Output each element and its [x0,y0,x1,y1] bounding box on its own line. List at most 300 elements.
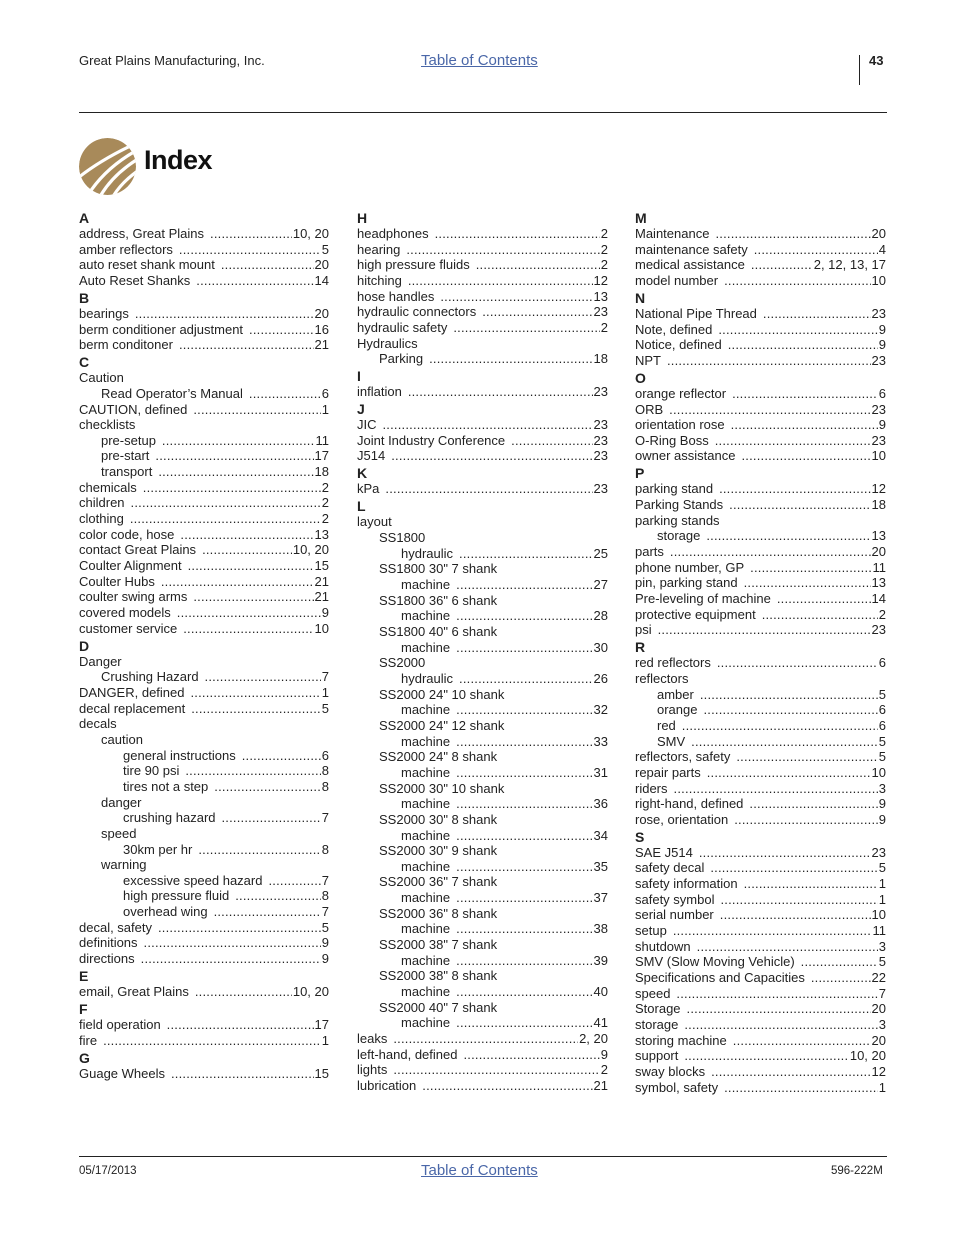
index-entry [357,336,608,352]
dot-leader [682,718,878,734]
index-entry-page: 23 [593,304,608,320]
index-entry-page: 18 [314,464,329,480]
index-letter-heading: M [635,210,647,226]
index-entry [357,765,608,781]
index-entry [79,748,329,764]
index-entry [357,514,608,530]
index-entry-label: Maintenance [635,226,710,241]
index-entry-page: 9 [878,321,886,337]
index-entry-label: berm conditioner adjustment [79,321,244,337]
index-entry-page: 23 [593,384,608,400]
index-entry [635,1017,886,1033]
index-entry [357,702,608,718]
dot-leader [214,779,320,795]
dot-leader [456,953,592,969]
index-entry-page: 40 [593,984,608,1000]
index-entry [357,304,608,320]
dot-leader [733,1033,871,1049]
dot-leader [158,920,321,936]
index-entry-label: pin, parking stand [635,575,738,591]
index-entry-label: checklists [79,417,136,433]
index-entry-page: 23 [871,352,886,368]
index-entry [357,1078,608,1094]
dot-leader [763,306,871,322]
index-entry [79,337,329,353]
index-entry [635,1080,886,1096]
index-entry-page: 16 [314,321,329,337]
index-entry-page: 5 [321,700,329,716]
index-entry-page: 11 [315,432,329,448]
index-entry-label: machine [401,764,451,780]
footer-doc-number: 596-222M [831,1165,883,1177]
index-entry-page: 14 [314,272,329,288]
index-entry [635,513,886,529]
index-entry-label: machine [401,639,451,655]
dot-leader [711,1064,870,1080]
index-entry-page: 10 [871,764,886,780]
index-entry-page: 23 [593,417,608,433]
dot-leader [193,402,320,418]
index-entry [79,402,329,418]
index-entry-label: color code, hose [79,526,175,542]
dot-leader [235,888,321,904]
index-entry-label: SS2000 24" 10 shank [379,686,505,702]
index-entry-label: Danger [79,653,122,669]
dot-leader [751,257,813,273]
index-entry [635,257,886,273]
index-entry-page: 35 [593,858,608,874]
dot-leader [456,921,592,937]
index-entry [635,1048,886,1064]
index-entry [357,433,608,449]
dot-leader [162,433,315,449]
index-entry-page: 13 [871,528,886,544]
index-letter-heading: K [357,465,368,482]
index-entry-page: 41 [593,1015,608,1031]
index-entry [79,621,329,637]
index-entry-label: machine [401,890,451,906]
index-letter-heading: G [79,1049,90,1066]
index-entry [357,417,608,433]
index-entry-page: 20 [871,1032,886,1048]
dot-leader [167,1017,314,1033]
index-entry-page: 1 [878,891,886,907]
index-entry-label: O-Ring Boss [635,432,709,448]
dot-leader [193,589,313,605]
index-entry-page: 7 [321,669,329,685]
index-entry [79,826,329,842]
index-entry [79,542,329,558]
index-entry-label: transport [101,464,153,480]
index-letter-heading: D [79,637,90,654]
dot-leader [669,402,870,418]
dot-leader [180,527,313,543]
index-entry [635,687,886,703]
dot-leader [667,353,871,369]
index-entry-page: 21 [593,1078,608,1093]
index-entry-label: warning [101,857,147,873]
index-entry [79,464,329,480]
dot-leader [393,1031,578,1047]
index-letter-heading: S [635,828,645,845]
index-entry-label: high pressure fluids [357,257,470,273]
dot-leader [456,577,592,593]
index-column-3 [635,211,886,1095]
dot-leader [188,558,314,574]
index-entry-label: SMV [657,733,686,749]
dot-leader [103,1033,321,1049]
index-entry [357,273,608,289]
dot-leader [191,701,321,717]
index-entry-label: amber [657,686,694,702]
header-rule [79,112,887,113]
index-entry [79,257,329,273]
index-letter-heading: E [79,968,89,985]
index-entry [357,890,608,906]
index-letter-heading: C [79,354,90,371]
dot-leader [476,257,600,273]
index-entry-label: right-hand, defined [635,796,744,812]
index-entry-page: 11 [872,559,886,575]
index-entry-label: SMV (Slow Moving Vehicle) [635,954,795,970]
index-entry [357,812,608,828]
index-entry-label: safety decal [635,860,705,876]
dot-leader [196,273,313,289]
index-entry [635,1064,886,1080]
index-entry-page: 1 [321,401,329,417]
index-entry [79,306,329,322]
index-entry [357,843,608,859]
toc-link-footer[interactable]: Table of Contents [421,1162,538,1179]
index-entry [357,718,608,734]
dot-leader [719,481,870,497]
dot-leader [456,828,592,844]
index-entry-page: 34 [593,827,608,843]
index-entry [635,749,886,765]
index-entry-label: SS2000 36" 7 shank [379,874,498,890]
index-entry [357,734,608,750]
index-entry-page: 37 [593,890,608,906]
index-entry-label: SS2000 24" 12 shank [379,717,505,733]
index-entry-label: customer service [79,620,178,636]
index-entry [635,876,886,892]
index-entry-label: SS1800 36" 6 shank [379,592,498,608]
dot-leader [744,575,871,591]
dot-leader [463,1047,599,1063]
index-entry-page: 7 [878,985,886,1001]
index-entry [79,527,329,543]
index-entry [357,530,608,546]
index-entry [357,968,608,984]
dot-leader [202,542,292,558]
index-entry-label: machine [401,796,451,812]
index-entry [79,716,329,732]
index-entry-label: SS2000 38" 8 shank [379,968,498,984]
index-entry-label: left-hand, defined [357,1046,458,1062]
index-entry-page: 3 [878,1017,886,1033]
index-entry [79,810,329,826]
dot-leader [728,337,878,353]
index-entry [635,796,886,812]
dot-leader [687,1001,871,1017]
footer-date: 05/17/2013 [79,1165,137,1177]
index-entry [79,370,329,386]
index-entry [635,907,886,923]
dot-leader [741,448,870,464]
index-entry-page: 25 [593,545,608,561]
index-entry [357,577,608,593]
index-entry-page: 6 [321,747,329,763]
index-entry [635,242,886,258]
index-entry [357,828,608,844]
index-entry-label: Pre-leveling of machine [635,591,771,607]
index-entry-label: excessive speed hazard [123,872,263,888]
index-entry [357,749,608,765]
index-entry-page: 2 [321,495,329,511]
index-entry-label: Guage Wheels [79,1065,165,1081]
index-entry-page: 7 [321,904,329,920]
index-entry [635,386,886,402]
index-entry [79,495,329,511]
index-entry-label: orange reflector [635,385,727,401]
index-entry-label: riders [635,780,668,796]
dot-leader [131,495,321,511]
index-entry-page: 5 [321,241,329,257]
index-entry [635,1001,886,1017]
index-entry-page: 18 [871,497,886,513]
index-entry [357,593,608,609]
index-entry-page: 20 [871,226,886,241]
dot-leader [762,607,878,623]
dot-leader [700,687,878,703]
index-entry-label: Crushing Hazard [101,669,199,685]
index-entry [357,226,608,242]
index-letter-heading: B [79,289,90,306]
index-entry [357,984,608,1000]
index-entry [79,920,329,936]
index-entry-page: 7 [321,872,329,888]
dot-leader [720,907,871,923]
index-letter-heading: N [635,289,646,306]
index-entry-page: 6 [878,702,886,718]
index-entry-page: 28 [593,608,608,624]
index-entry-page: 8 [321,841,329,857]
index-entry-label: National Pipe Thread [635,305,757,321]
index-entry-label: orange [657,702,698,718]
dot-leader [732,386,878,402]
index-entry-label: SS2000 30" 10 shank [379,780,505,796]
index-entry-page: 1 [878,1079,886,1095]
dot-leader [456,734,592,750]
index-entry [79,558,329,574]
index-entry-label: storage [657,528,701,544]
company-name: Great Plains Manufacturing, Inc. [79,53,265,68]
index-entry-page: 9 [878,796,886,812]
index-entry-label: machine [401,577,451,592]
index-letter-heading: F [79,1001,88,1018]
index-entry-label: hydraulic safety [357,319,448,335]
index-entry-label: coulter swing arms [79,589,188,605]
index-entry-label: NPT [635,352,661,368]
dot-leader [185,763,320,779]
index-entry [635,591,886,607]
index-entry [79,654,329,670]
index-entry-label: machine [401,984,451,1000]
index-entry [635,481,886,497]
index-entry [357,687,608,703]
index-entry-label: speed [101,825,137,841]
dot-leader [715,226,870,242]
index-entry-label: address, Great Plains [79,226,205,241]
dot-leader [177,605,321,621]
index-entry-page: 20 [871,1001,886,1017]
index-entry [357,289,608,305]
dot-leader [456,608,592,624]
index-entry-page: 15 [314,558,329,574]
index-entry [357,481,608,497]
index-entry-page: 39 [593,952,608,968]
index-entry-label: machine [401,952,451,968]
index-entry-page: 13 [871,575,886,591]
index-entry [635,702,886,718]
index-entry-label: decal replacement [79,700,186,716]
index-entry [635,353,886,369]
index-entry [635,892,886,908]
index-entry-page: 3 [878,938,886,954]
index-entry-label: SS1800 30" 7 shank [379,561,498,577]
index-entry-label: machine [401,1015,451,1031]
index-entry [79,605,329,621]
index-letter-heading: O [635,369,646,386]
index-entry-page: 9 [878,811,886,827]
index-entry-label: amber reflectors [79,241,173,257]
index-entry-page: 2 [600,257,608,273]
index-column-1 [79,211,329,1081]
dot-leader [715,433,871,449]
index-entry [79,763,329,779]
index-entry [357,320,608,336]
dot-leader [158,464,313,480]
index-entry [635,306,886,322]
index-entry [357,561,608,577]
index-letter-heading: J [357,401,365,418]
index-entry-page: 22 [871,970,886,986]
index-entry-label: contact Great Plains [79,542,197,558]
dot-leader [456,1015,592,1031]
index-entry [635,575,886,591]
index-entry [79,904,329,920]
index-entry-label: Caution [79,370,124,386]
index-entry-label: machine [401,858,451,874]
index-entry [79,589,329,605]
index-entry [635,954,886,970]
index-entry-page: 13 [314,526,329,542]
index-letter-heading: P [635,465,645,482]
index-entry-page: 20 [314,305,329,321]
index-entry-label: fire [79,1032,98,1048]
index-entry [357,242,608,258]
dot-leader [801,954,878,970]
dot-leader [684,1017,877,1033]
dot-leader [456,796,592,812]
dot-leader [697,939,878,955]
index-entry [635,528,886,544]
index-entry [635,812,886,828]
index-entry [357,921,608,937]
index-letter-heading: H [357,210,368,226]
index-entry-page: 9 [600,1046,608,1062]
index-entry-label: speed [635,985,671,1001]
dot-leader [143,480,321,496]
dot-leader [161,574,314,590]
index-entry-page: 10 [871,907,886,923]
index-entry-page: 10, 20 [292,542,329,558]
dot-leader [750,560,871,576]
index-entry-label: lubrication [357,1078,417,1093]
index-entry-page: 10 [314,620,329,636]
dot-leader [744,876,878,892]
index-entry-label: Parking Stands [635,497,724,513]
dot-leader [408,273,593,289]
index-entry [635,939,886,955]
index-entry-page: 23 [871,622,886,638]
index-entry-page: 23 [593,432,608,448]
dot-leader [482,304,592,320]
dot-leader [749,796,877,812]
index-entry [79,1066,329,1082]
index-entry-page: 10, 20 [292,984,329,1000]
index-entry-page: 2 [600,241,608,257]
dot-leader [221,257,314,273]
index-entry-label: overhead wing [123,904,208,920]
index-entry [357,874,608,890]
index-entry [79,935,329,951]
dot-leader [707,765,871,781]
index-entry [357,1000,608,1016]
index-letter-heading: L [357,498,366,515]
dot-leader [674,781,878,797]
toc-link-header[interactable]: Table of Contents [421,52,538,69]
index-entry [79,873,329,889]
dot-leader [731,417,878,433]
index-entry-page: 20 [871,544,886,560]
index-entry-label: Coulter Alignment [79,558,182,574]
dot-leader [777,591,871,607]
index-entry [357,906,608,922]
index-entry-page: 12 [871,1063,886,1079]
index-entry-label: SS2000 36" 8 shank [379,905,498,921]
index-entry-page: 5 [878,686,886,702]
dot-leader [135,306,314,322]
index-entry [79,732,329,748]
dot-leader [658,622,871,638]
index-entry [79,701,329,717]
index-entry-page: 2 [321,479,329,495]
dot-leader [268,873,320,889]
dot-leader [130,511,321,527]
dot-leader [720,892,877,908]
index-letter-heading: A [79,210,90,226]
dot-leader [699,845,871,861]
index-entry-page: 20 [314,257,329,273]
dot-leader [456,859,592,875]
index-entry-label: crushing hazard [123,810,216,826]
index-entry-label: machine [401,827,451,843]
index-entry-label: pre-start [101,448,150,464]
index-entry-label: SS2000 30" 9 shank [379,843,498,859]
index-entry [357,257,608,273]
index-entry-label: bearings [79,305,129,321]
